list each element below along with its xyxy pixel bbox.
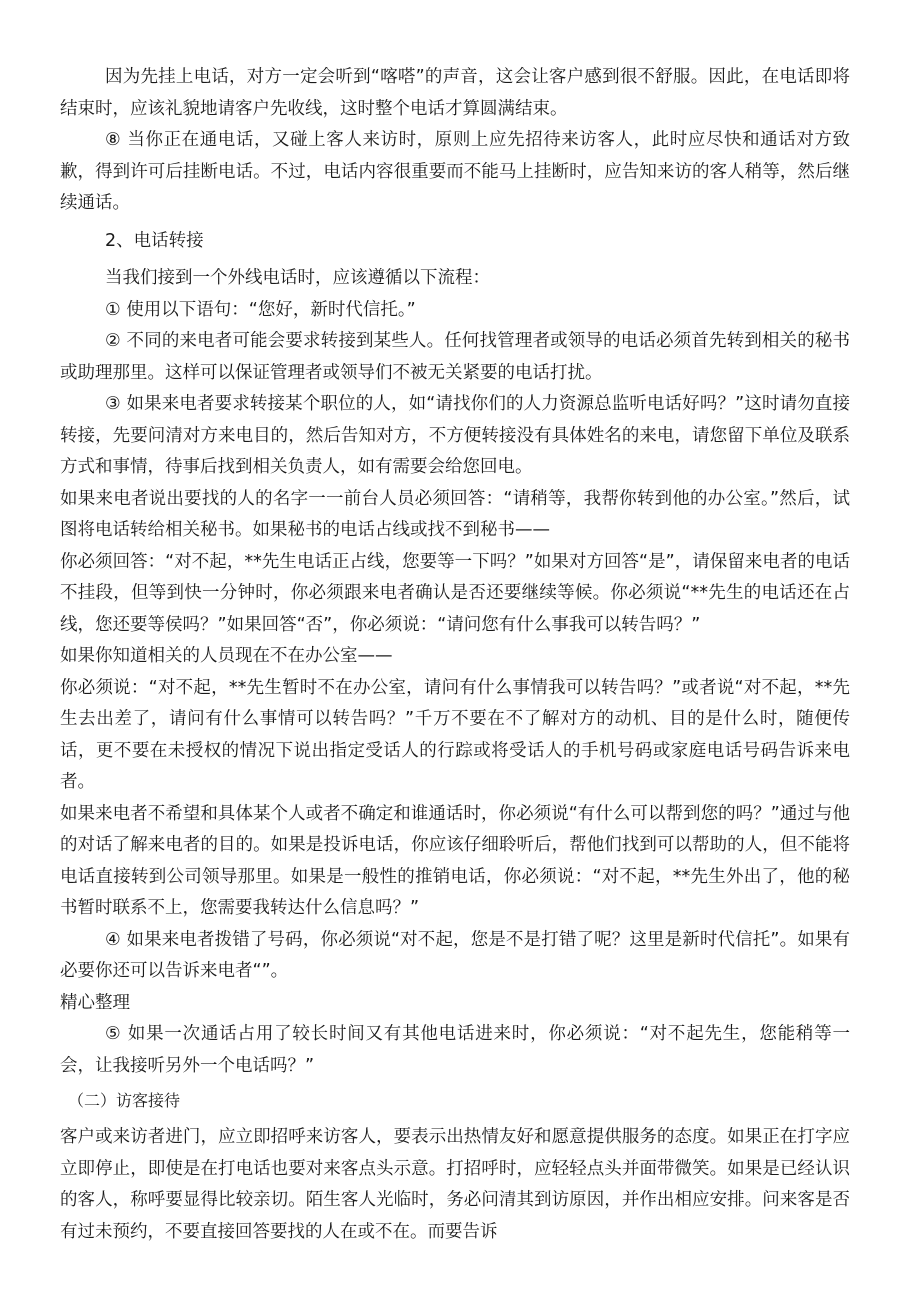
paragraph-note-label: 精心整理 — [60, 992, 130, 1013]
paragraph-not-in-office-reply: 你必须说：“对不起，**先生暂时不在办公室，请问有什么事情我可以转告吗？”或者说“对不起，**先生去出差了，请问有什么事情可以转告吗？”千万不要在不了解对方的动机、目的是什么时，随便传话，更不要在未授权的情况下说出指定受话人的行踪或将受话人的手机号码或家庭电话号码告诉来电者。 — [60, 677, 850, 792]
section-heading-call-transfer: 2、电话转接 — [105, 230, 204, 251]
paragraph-line-busy-reply: 你必须回答：“对不起，**先生电话正占线，您要等一下吗？”如果对方回答“是”，请保留来电者的电话不挂段，但等到快一分钟时，你必须跟来电者确认是否还要继续等候。你必须说“**先生的电话还在占线，您还要等侯吗？”如果回答“否”，你必须说：“请问您有什么事我可以转告吗？” — [60, 551, 850, 635]
paragraph-transfer-intro: 当我们接到一个外线电话时，应该遵循以下流程： — [105, 268, 490, 288]
paragraph-unspecified-caller: 如果来电者不希望和具体某个人或者不确定和谁通话时，你必须说“有什么可以帮到您的吗？”通过与他的对话了解来电者的目的。如果是投诉电话，你应该仔细聆听后，帮他们找到可以帮助的人，但不能将电话直接转到公司领导那里。如果是一般性的推销电话，你必须说：“对不起，**先生外出了，他的秘书暂时联系不上，您需要我转达什么信息吗？” — [60, 803, 850, 918]
paragraph-named-caller: 如果来电者说出要找的人的名字一一前台人员必须回答：“请稍等，我帮你转到他的办公室。”然后，试图将电话转给相关秘书。如果秘书的电话占线或找不到秘书—— — [60, 488, 850, 540]
paragraph-item-2-secretary: ② 不同的来电者可能会要求转接到某些人。任何找管理者或领导的电话必须首先转到相关的秘书或助理那里。这样可以保证管理者或领导们不被无关紧要的电话打扰。 — [60, 331, 850, 383]
paragraph-item-4-wrong-number: ④ 如果来电者拨错了号码，你必须说“对不起，您是不是打错了呢？这里是新时代信托”。如果有必要你还可以告诉来电者“”。 — [60, 929, 850, 981]
paragraph-not-in-office: 如果你知道相关的人员现在不在办公室—— — [60, 646, 393, 666]
paragraph-item-3-position-request: ③ 如果来电者要求转接某个职位的人，如“请找你们的人力资源总监听电话好吗？”这时请勿直接转接，先要问清对方来电目的，然后告知对方，不方便转接没有具体姓名的来电，请您留下单位及联系方式和事情，待事后找到相关负责人，如有需要会给您回电。 — [60, 394, 850, 477]
paragraph-item-8-visitor-during-call: ⑧ 当你正在通电话，又碰上客人来访时，原则上应先招待来访客人，此时应尽快和通话对方致歉，得到许可后挂断电话。不过，电话内容很重要而不能马上挂断时，应告知来访的客人稍等，然后继续通话。 — [60, 130, 850, 213]
paragraph-hangup-etiquette: 因为先挂上电话，对方一定会听到“喀嗒”的声音，这会让客户感到很不舒服。因此，在电话即将结束时，应该礼貌地请客户先收线，这时整个电话才算圆满结束。 — [60, 67, 850, 119]
paragraph-visitor-reception: 客户或来访者进门，应立即招呼来访客人，要表示出热情友好和愿意提供服务的态度。如果正在打字应立即停止，即使是在打电话也要对来客点头示意。打招呼时，应轻轻点头并面带微笑。如果是已经认识的客人，称呼要显得比较亲切。陌生客人光临时，务必问清其到访原因，并作出相应安排。问来客是否有过未预约，不要直接回答要找的人在或不在。而要告诉 — [60, 1127, 850, 1242]
section-heading-visitor-reception: （二）访客接待 — [68, 1091, 181, 1110]
paragraph-item-5-long-call: ⑤ 如果一次通话占用了较长时间又有其他电话进来时，你必须说：“对不起先生，您能稍等一会，让我接听另外一个电话吗？” — [60, 1024, 850, 1076]
paragraph-item-1-greeting: ① 使用以下语句：“您好，新时代信托。” — [105, 299, 416, 320]
